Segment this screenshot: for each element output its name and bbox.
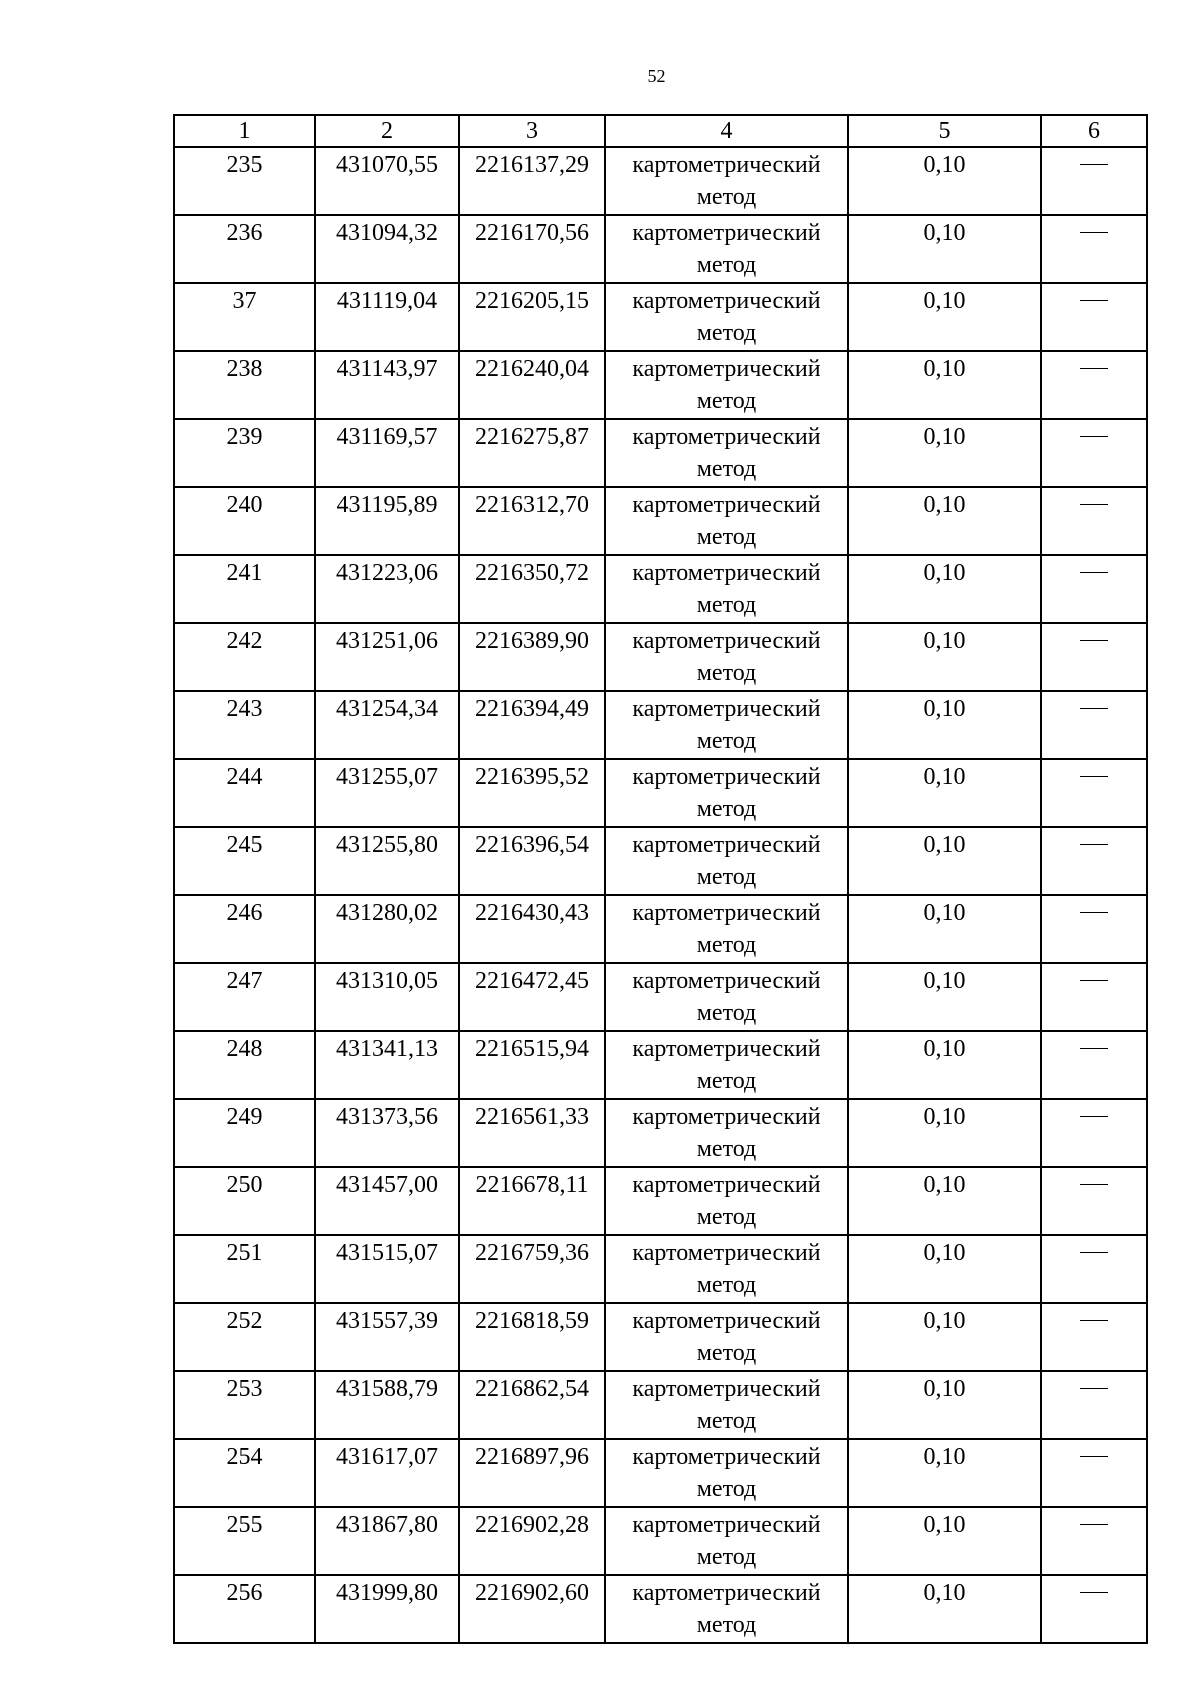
y-coordinate-cell: 2216275,87 [459, 419, 605, 487]
point-number-cell: 253 [174, 1371, 315, 1439]
method-cell: картометрический метод [605, 1371, 848, 1439]
method-cell: картометрический метод [605, 1167, 848, 1235]
note-cell [1041, 1235, 1147, 1303]
point-number-cell: 249 [174, 1099, 315, 1167]
point-number-cell: 256 [174, 1575, 315, 1643]
point-number-cell: 238 [174, 351, 315, 419]
method-cell: картометрический метод [605, 419, 848, 487]
table-row [174, 691, 1147, 759]
dash-mark [1080, 708, 1108, 709]
table-row [174, 895, 1147, 963]
dash-mark [1080, 164, 1108, 165]
column-header-1: 1 [174, 115, 315, 147]
method-cell: картометрический метод [605, 1099, 848, 1167]
note-cell [1041, 1031, 1147, 1099]
accuracy-cell: 0,10 [848, 555, 1041, 623]
dash-mark [1080, 436, 1108, 437]
note-cell [1041, 691, 1147, 759]
x-coordinate-cell: 431070,55 [315, 147, 459, 215]
method-cell: картометрический метод [605, 1303, 848, 1371]
accuracy-cell: 0,10 [848, 1099, 1041, 1167]
dash-mark [1080, 844, 1108, 845]
point-number-cell: 255 [174, 1507, 315, 1575]
dash-mark [1080, 300, 1108, 301]
x-coordinate-cell: 431557,39 [315, 1303, 459, 1371]
y-coordinate-cell: 2216561,33 [459, 1099, 605, 1167]
method-cell: картометрический метод [605, 1507, 848, 1575]
table-row [174, 283, 1147, 351]
x-coordinate-cell: 431588,79 [315, 1371, 459, 1439]
table-row [174, 1303, 1147, 1371]
y-coordinate-cell: 2216170,56 [459, 215, 605, 283]
method-cell: картометрический метод [605, 623, 848, 691]
note-cell [1041, 1371, 1147, 1439]
table-row [174, 555, 1147, 623]
accuracy-cell: 0,10 [848, 895, 1041, 963]
point-number-cell: 241 [174, 555, 315, 623]
dash-mark [1080, 368, 1108, 369]
table-row [174, 419, 1147, 487]
accuracy-cell: 0,10 [848, 351, 1041, 419]
x-coordinate-cell: 431143,97 [315, 351, 459, 419]
accuracy-cell: 0,10 [848, 759, 1041, 827]
table-row [174, 1235, 1147, 1303]
method-cell: картометрический метод [605, 351, 848, 419]
accuracy-cell: 0,10 [848, 1371, 1041, 1439]
y-coordinate-cell: 2216205,15 [459, 283, 605, 351]
method-cell: картометрический метод [605, 1575, 848, 1643]
method-cell: картометрический метод [605, 963, 848, 1031]
point-number-cell: 239 [174, 419, 315, 487]
y-coordinate-cell: 2216472,45 [459, 963, 605, 1031]
note-cell [1041, 895, 1147, 963]
column-header-3: 3 [459, 115, 605, 147]
y-coordinate-cell: 2216395,52 [459, 759, 605, 827]
point-number-cell: 243 [174, 691, 315, 759]
method-cell: картометрический метод [605, 1235, 848, 1303]
accuracy-cell: 0,10 [848, 1031, 1041, 1099]
method-cell: картометрический метод [605, 283, 848, 351]
method-cell: картометрический метод [605, 1439, 848, 1507]
x-coordinate-cell: 431280,02 [315, 895, 459, 963]
y-coordinate-cell: 2216240,04 [459, 351, 605, 419]
method-cell: картометрический метод [605, 691, 848, 759]
dash-mark [1080, 1184, 1108, 1185]
column-header-6: 6 [1041, 115, 1147, 147]
dash-mark [1080, 1524, 1108, 1525]
y-coordinate-cell: 2216396,54 [459, 827, 605, 895]
note-cell [1041, 1167, 1147, 1235]
table-row [174, 963, 1147, 1031]
y-coordinate-cell: 2216902,60 [459, 1575, 605, 1643]
x-coordinate-cell: 431341,13 [315, 1031, 459, 1099]
y-coordinate-cell: 2216389,90 [459, 623, 605, 691]
note-cell [1041, 623, 1147, 691]
accuracy-cell: 0,10 [848, 1507, 1041, 1575]
table-row [174, 215, 1147, 283]
table-row [174, 623, 1147, 691]
x-coordinate-cell: 431457,00 [315, 1167, 459, 1235]
note-cell [1041, 759, 1147, 827]
accuracy-cell: 0,10 [848, 419, 1041, 487]
dash-mark [1080, 640, 1108, 641]
method-cell: картометрический метод [605, 1031, 848, 1099]
header-row [174, 115, 1147, 147]
table-row [174, 1371, 1147, 1439]
point-number-cell: 235 [174, 147, 315, 215]
y-coordinate-cell: 2216137,29 [459, 147, 605, 215]
x-coordinate-cell: 431999,80 [315, 1575, 459, 1643]
dash-mark [1080, 504, 1108, 505]
accuracy-cell: 0,10 [848, 283, 1041, 351]
table-row [174, 1167, 1147, 1235]
accuracy-cell: 0,10 [848, 1439, 1041, 1507]
point-number-cell: 242 [174, 623, 315, 691]
method-cell: картометрический метод [605, 555, 848, 623]
dash-mark [1080, 1252, 1108, 1253]
x-coordinate-cell: 431617,07 [315, 1439, 459, 1507]
dash-mark [1080, 776, 1108, 777]
table-row [174, 827, 1147, 895]
y-coordinate-cell: 2216902,28 [459, 1507, 605, 1575]
dash-mark [1080, 1048, 1108, 1049]
note-cell [1041, 827, 1147, 895]
table-row [174, 351, 1147, 419]
dash-mark [1080, 1592, 1108, 1593]
point-number-cell: 37 [174, 283, 315, 351]
note-cell [1041, 1575, 1147, 1643]
point-number-cell: 236 [174, 215, 315, 283]
accuracy-cell: 0,10 [848, 963, 1041, 1031]
point-number-cell: 251 [174, 1235, 315, 1303]
accuracy-cell: 0,10 [848, 1303, 1041, 1371]
y-coordinate-cell: 2216394,49 [459, 691, 605, 759]
note-cell [1041, 215, 1147, 283]
point-number-cell: 244 [174, 759, 315, 827]
table-row [174, 759, 1147, 827]
accuracy-cell: 0,10 [848, 147, 1041, 215]
x-coordinate-cell: 431119,04 [315, 283, 459, 351]
accuracy-cell: 0,10 [848, 1575, 1041, 1643]
method-cell: картометрический метод [605, 147, 848, 215]
x-coordinate-cell: 431195,89 [315, 487, 459, 555]
table-row [174, 1507, 1147, 1575]
column-header-4: 4 [605, 115, 848, 147]
x-coordinate-cell: 431254,34 [315, 691, 459, 759]
method-cell: картометрический метод [605, 827, 848, 895]
x-coordinate-cell: 431094,32 [315, 215, 459, 283]
y-coordinate-cell: 2216759,36 [459, 1235, 605, 1303]
point-number-cell: 250 [174, 1167, 315, 1235]
x-coordinate-cell: 431867,80 [315, 1507, 459, 1575]
y-coordinate-cell: 2216862,54 [459, 1371, 605, 1439]
point-number-cell: 248 [174, 1031, 315, 1099]
y-coordinate-cell: 2216430,43 [459, 895, 605, 963]
note-cell [1041, 147, 1147, 215]
y-coordinate-cell: 2216312,70 [459, 487, 605, 555]
x-coordinate-cell: 431255,07 [315, 759, 459, 827]
note-cell [1041, 1099, 1147, 1167]
accuracy-cell: 0,10 [848, 1235, 1041, 1303]
y-coordinate-cell: 2216515,94 [459, 1031, 605, 1099]
method-cell: картометрический метод [605, 759, 848, 827]
page-number: 52 [647, 66, 666, 86]
point-number-cell: 247 [174, 963, 315, 1031]
dash-mark [1080, 1388, 1108, 1389]
table-row [174, 1031, 1147, 1099]
accuracy-cell: 0,10 [848, 1167, 1041, 1235]
dash-mark [1080, 1320, 1108, 1321]
coordinates-table [173, 114, 1148, 1644]
accuracy-cell: 0,10 [848, 827, 1041, 895]
point-number-cell: 245 [174, 827, 315, 895]
dash-mark [1080, 1116, 1108, 1117]
point-number-cell: 252 [174, 1303, 315, 1371]
note-cell [1041, 419, 1147, 487]
y-coordinate-cell: 2216678,11 [459, 1167, 605, 1235]
dash-mark [1080, 912, 1108, 913]
method-cell: картометрический метод [605, 895, 848, 963]
x-coordinate-cell: 431373,56 [315, 1099, 459, 1167]
table-row [174, 147, 1147, 215]
note-cell [1041, 1439, 1147, 1507]
x-coordinate-cell: 431223,06 [315, 555, 459, 623]
dash-mark [1080, 232, 1108, 233]
method-cell: картометрический метод [605, 487, 848, 555]
accuracy-cell: 0,10 [848, 623, 1041, 691]
point-number-cell: 254 [174, 1439, 315, 1507]
table-row [174, 1099, 1147, 1167]
table-row [174, 487, 1147, 555]
dash-mark [1080, 1456, 1108, 1457]
x-coordinate-cell: 431251,06 [315, 623, 459, 691]
note-cell [1041, 1507, 1147, 1575]
accuracy-cell: 0,10 [848, 215, 1041, 283]
point-number-cell: 240 [174, 487, 315, 555]
note-cell [1041, 963, 1147, 1031]
x-coordinate-cell: 431169,57 [315, 419, 459, 487]
x-coordinate-cell: 431255,80 [315, 827, 459, 895]
table-row [174, 1439, 1147, 1507]
table-row [174, 1575, 1147, 1643]
note-cell [1041, 351, 1147, 419]
y-coordinate-cell: 2216350,72 [459, 555, 605, 623]
dash-mark [1080, 572, 1108, 573]
x-coordinate-cell: 431515,07 [315, 1235, 459, 1303]
point-number-cell: 246 [174, 895, 315, 963]
note-cell [1041, 555, 1147, 623]
note-cell [1041, 1303, 1147, 1371]
method-cell: картометрический метод [605, 215, 848, 283]
accuracy-cell: 0,10 [848, 691, 1041, 759]
note-cell [1041, 283, 1147, 351]
column-header-5: 5 [848, 115, 1041, 147]
note-cell [1041, 487, 1147, 555]
y-coordinate-cell: 2216897,96 [459, 1439, 605, 1507]
y-coordinate-cell: 2216818,59 [459, 1303, 605, 1371]
column-header-2: 2 [315, 115, 459, 147]
dash-mark [1080, 980, 1108, 981]
accuracy-cell: 0,10 [848, 487, 1041, 555]
x-coordinate-cell: 431310,05 [315, 963, 459, 1031]
table-body [174, 147, 1147, 1643]
